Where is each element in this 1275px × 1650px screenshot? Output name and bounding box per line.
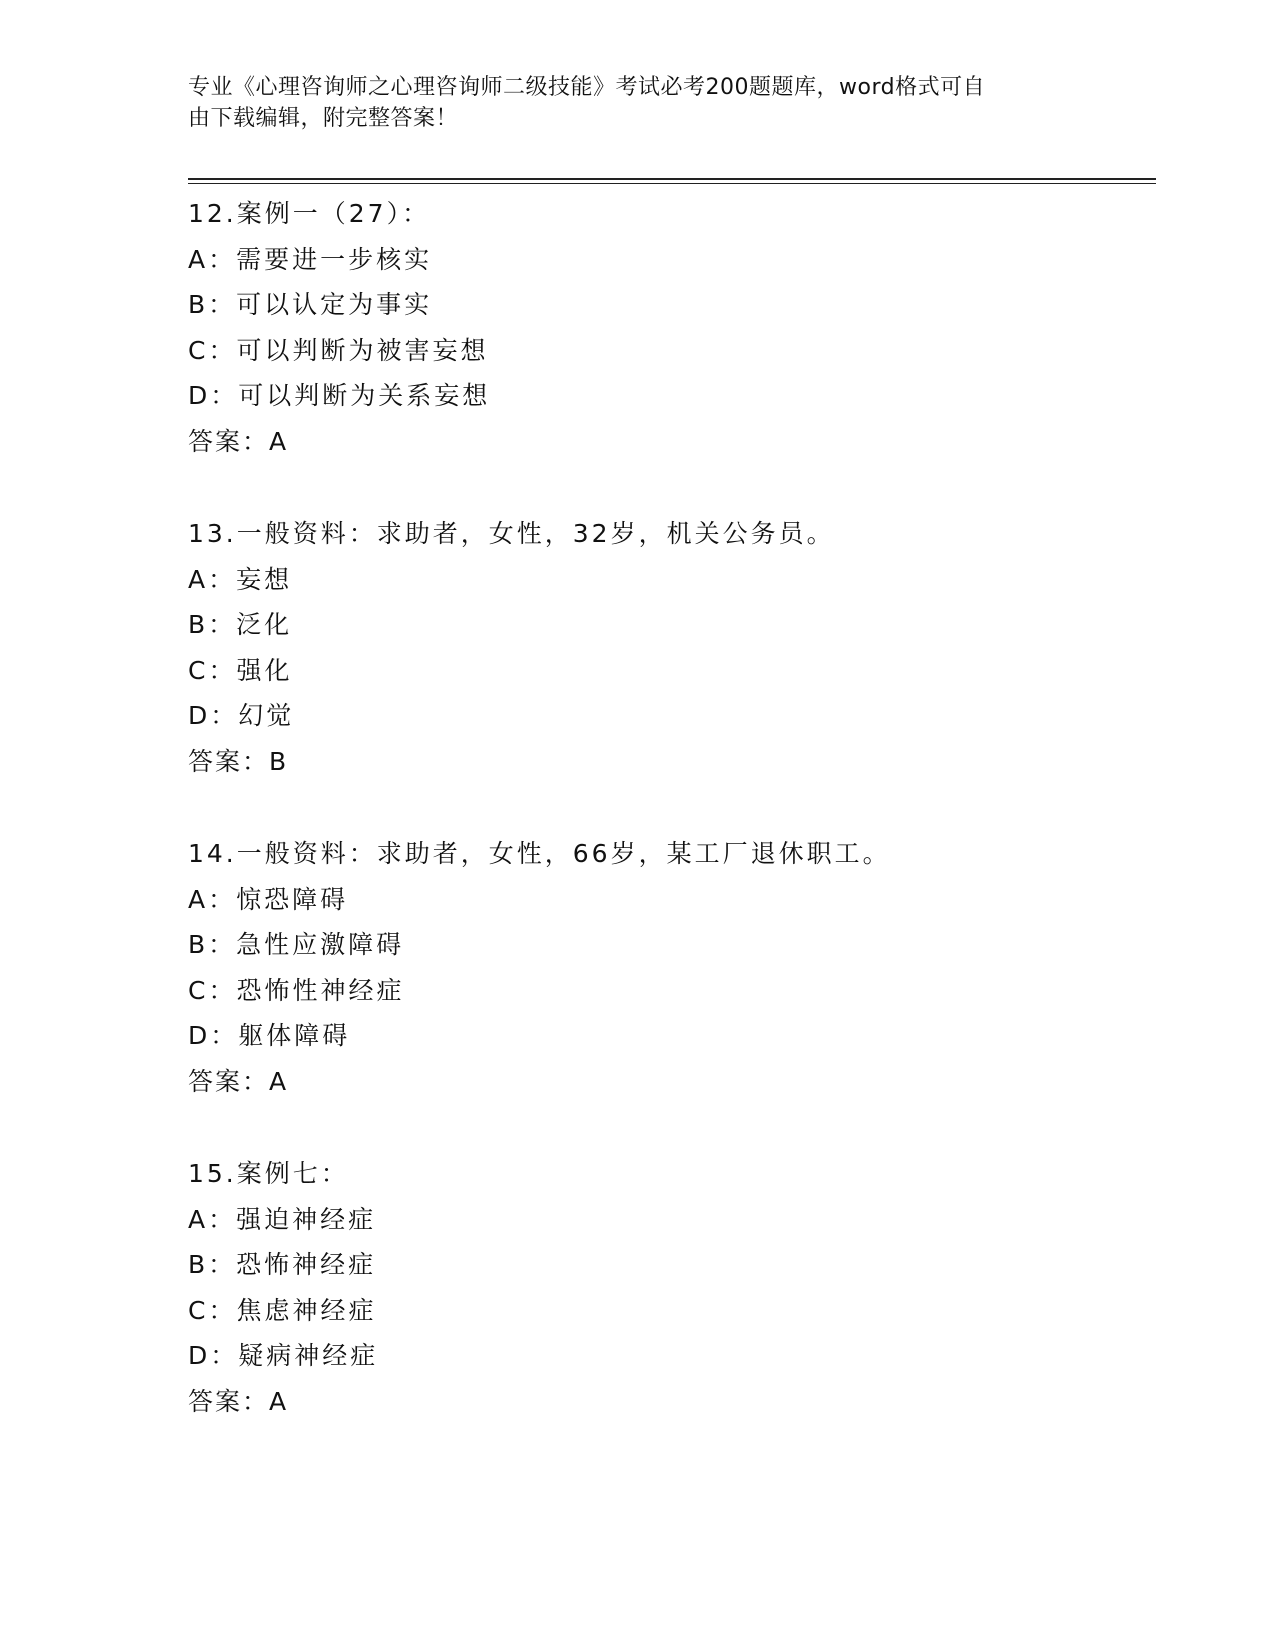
question-list	[188, 191, 1148, 1471]
option-b: B：急性应激障碍	[188, 930, 405, 960]
option-a: A：惊恐障碍	[188, 884, 349, 914]
document-header	[188, 72, 1068, 134]
option-b: B：恐怖神经症	[188, 1250, 377, 1280]
answer: 答案：A	[188, 1386, 289, 1416]
question-14	[188, 831, 1148, 1151]
option-c: C：可以判断为被害妄想	[188, 335, 489, 365]
question-stem: 15.案例七：	[188, 1159, 349, 1188]
question-stem: 13.一般资料：求助者，女性，32岁，机关公务员。	[188, 519, 835, 548]
option-a: A：妄想	[188, 564, 293, 594]
question-15	[188, 1151, 1148, 1471]
answer: 答案：B	[188, 746, 289, 776]
option-d: D：躯体障碍	[188, 1021, 351, 1051]
question-12	[188, 191, 1148, 511]
answer: 答案：A	[188, 1066, 289, 1096]
answer: 答案：A	[188, 426, 289, 456]
header-line-2: 由下载编辑，附完整答案！	[188, 106, 459, 131]
header-divider-thin	[188, 183, 1156, 184]
header-divider-thick	[188, 178, 1156, 180]
option-a: A：强迫神经症	[188, 1204, 377, 1234]
question-stem: 14.一般资料：求助者，女性，66岁，某工厂退休职工。	[188, 839, 891, 868]
header-line-1: 专业《心理咨询师之心理咨询师二级技能》考试必考200题题库，word格式可自	[188, 75, 986, 100]
question-stem: 12.案例一（27）：	[188, 199, 431, 228]
option-c: C：焦虑神经症	[188, 1295, 377, 1325]
option-a: A：需要进一步核实	[188, 244, 433, 274]
option-d: D：可以判断为关系妄想	[188, 381, 491, 411]
option-d: D：幻觉	[188, 701, 295, 731]
option-c: C：恐怖性神经症	[188, 975, 405, 1005]
option-b: B：泛化	[188, 610, 293, 640]
question-13	[188, 511, 1148, 831]
option-b: B：可以认定为事实	[188, 290, 433, 320]
option-d: D：疑病神经症	[188, 1341, 379, 1371]
option-c: C：强化	[188, 655, 293, 685]
